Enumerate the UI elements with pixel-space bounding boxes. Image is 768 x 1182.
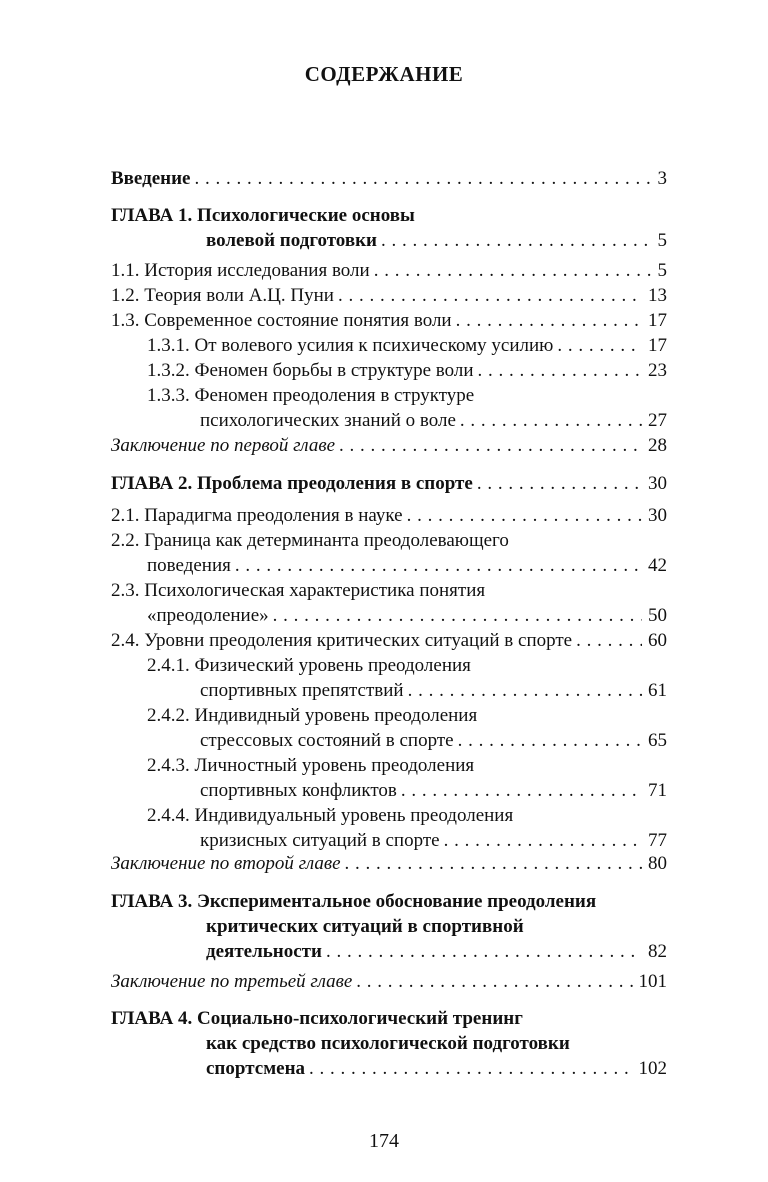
toc-page-number: 28 bbox=[648, 435, 667, 456]
toc-page-number: 65 bbox=[648, 730, 667, 751]
toc-page-number: 17 bbox=[648, 310, 667, 331]
toc-entry-2-4[interactable] bbox=[111, 628, 667, 653]
toc-entry-title: 2.3. Психологическая характеристика понятия bbox=[111, 580, 486, 601]
toc-page-number: 5 bbox=[657, 230, 667, 251]
toc-entry-title-cont: кризисных ситуаций в спорте bbox=[200, 830, 440, 851]
toc-page-number: 80 bbox=[648, 853, 667, 874]
toc-entry-title-cont: спортивных препятствий bbox=[200, 680, 404, 701]
toc-entry-title: 2.4.3. Личностный уровень преодоления bbox=[147, 755, 475, 776]
toc-entry-2-4-1[interactable] bbox=[111, 653, 667, 703]
toc-entry-title: Заключение по третьей главе bbox=[111, 971, 353, 992]
leader-dots bbox=[397, 778, 642, 803]
toc-entry-title: 1.3.2. Феномен борьбы в структуре воли bbox=[147, 360, 474, 381]
toc-entry-title: ГЛАВА 2. Проблема преодоления в спорте bbox=[111, 473, 473, 494]
leader-dots bbox=[322, 939, 642, 964]
leader-dots bbox=[269, 603, 642, 628]
toc-entry-2-4-4[interactable] bbox=[111, 803, 667, 853]
toc-entry-title: 1.3.3. Феномен преодоления в структуре bbox=[147, 385, 475, 406]
toc-entry-1-2[interactable] bbox=[111, 283, 667, 308]
toc-entry-title: ГЛАВА 4. Социально-психологический тренинг bbox=[111, 1008, 523, 1029]
toc-entry-title-cont: критических ситуаций в спортивной bbox=[206, 916, 524, 937]
leader-dots bbox=[305, 1056, 632, 1081]
leader-dots bbox=[404, 678, 642, 703]
toc-entry-title: 2.2. Граница как детерминанта преодолевающего bbox=[111, 530, 509, 551]
toc-entry-title-cont: спортивных конфликтов bbox=[200, 780, 397, 801]
leader-dots bbox=[403, 503, 642, 528]
leader-dots bbox=[440, 828, 642, 853]
toc-page-number: 61 bbox=[648, 680, 667, 701]
toc-entry-intro[interactable] bbox=[111, 166, 667, 191]
toc-entry-title: 2.4. Уровни преодоления критических ситуаций в спорте bbox=[111, 630, 573, 651]
toc-entry-title: 1.2. Теория воли А.Ц. Пуни bbox=[111, 285, 334, 306]
toc-page-number: 60 bbox=[648, 630, 667, 651]
toc-page-number: 23 bbox=[648, 360, 667, 381]
toc-page-number: 5 bbox=[657, 260, 667, 281]
toc-page-number: 102 bbox=[638, 1058, 667, 1079]
leader-dots bbox=[191, 166, 652, 191]
page-title: СОДЕРЖАНИЕ bbox=[304, 62, 464, 86]
toc-page-number: 13 bbox=[648, 285, 667, 306]
toc-entry-title: ГЛАВА 1. Психологические основы bbox=[111, 205, 415, 226]
toc-entry-chapter-2[interactable] bbox=[111, 471, 667, 496]
toc-page-number: 30 bbox=[648, 505, 667, 526]
toc-entry-title-cont: деятельности bbox=[206, 941, 322, 962]
leader-dots bbox=[474, 358, 642, 383]
toc-entry-title: Введение bbox=[111, 168, 191, 189]
leader-dots bbox=[231, 553, 642, 578]
toc-entry-2-1[interactable] bbox=[111, 503, 667, 528]
toc-entry-title-cont: психологических знаний о воле bbox=[200, 410, 456, 431]
page-number: 174 bbox=[369, 1130, 399, 1152]
toc-entry-chapter-3[interactable] bbox=[111, 889, 667, 964]
leader-dots bbox=[473, 471, 642, 496]
toc-entry-title: 1.3. Современное состояние понятия воли bbox=[111, 310, 452, 331]
toc-entry-1-1[interactable] bbox=[111, 258, 667, 283]
toc-entry-title: 2.1. Парадигма преодоления в науке bbox=[111, 505, 403, 526]
toc-entry-title-cont: стрессовых состояний в спорте bbox=[200, 730, 454, 751]
toc-entry-1-3-1[interactable] bbox=[111, 333, 667, 358]
toc-entry-title: ГЛАВА 3. Экспериментальное обоснование преодоления bbox=[111, 891, 597, 912]
toc-entry-title-cont: спортсмена bbox=[206, 1058, 306, 1079]
toc-entry-title-cont: «преодоление» bbox=[147, 605, 269, 626]
toc-entry-conclusion-2[interactable] bbox=[111, 851, 667, 876]
toc-entry-1-3-3[interactable] bbox=[111, 383, 667, 433]
toc-entry-1-3[interactable] bbox=[111, 308, 667, 333]
toc-entry-chapter-4[interactable] bbox=[111, 1006, 667, 1081]
toc-entry-title: Заключение по первой главе bbox=[111, 435, 336, 456]
toc-entry-title: 2.4.2. Индивидный уровень преодоления bbox=[147, 705, 478, 726]
leader-dots bbox=[352, 969, 632, 994]
toc-entry-2-2[interactable] bbox=[111, 528, 667, 578]
toc-entry-1-3-2[interactable] bbox=[111, 358, 667, 383]
toc-entry-title-cont: волевой подготовки bbox=[206, 230, 377, 251]
toc-page-number: 71 bbox=[648, 780, 667, 801]
toc-entry-2-4-3[interactable] bbox=[111, 753, 667, 803]
toc-page-number: 82 bbox=[648, 941, 667, 962]
leader-dots bbox=[377, 228, 652, 253]
toc-entry-title: 2.4.1. Физический уровень преодоления bbox=[147, 655, 471, 676]
toc-entry-title: 2.4.4. Индивидуальный уровень преодоления bbox=[147, 805, 514, 826]
leader-dots bbox=[370, 258, 652, 283]
toc-entry-title-cont: поведения bbox=[147, 555, 231, 576]
leader-dots bbox=[572, 628, 642, 653]
toc-entry-2-3[interactable] bbox=[111, 578, 667, 628]
leader-dots bbox=[334, 283, 642, 308]
toc-entry-title: 1.3.1. От волевого усилия к психическому усилию bbox=[147, 335, 554, 356]
toc-entry-conclusion-3[interactable] bbox=[111, 969, 667, 994]
toc-page-number: 42 bbox=[648, 555, 667, 576]
leader-dots bbox=[553, 333, 642, 358]
toc-entry-conclusion-1[interactable] bbox=[111, 433, 667, 458]
toc-entry-2-4-2[interactable] bbox=[111, 703, 667, 753]
toc-page-number: 77 bbox=[648, 830, 667, 851]
toc-page-number: 30 bbox=[648, 473, 667, 494]
toc-page-number: 3 bbox=[657, 168, 667, 189]
leader-dots bbox=[452, 308, 642, 333]
toc-page-number: 50 bbox=[648, 605, 667, 626]
toc-entry-title: Заключение по второй главе bbox=[111, 853, 341, 874]
toc-entry-chapter-1[interactable] bbox=[111, 203, 667, 253]
leader-dots bbox=[335, 433, 642, 458]
leader-dots bbox=[456, 408, 642, 433]
leader-dots bbox=[454, 728, 642, 753]
toc-page-number: 101 bbox=[638, 971, 667, 992]
toc-entry-title-cont: как средство психологической подготовки bbox=[206, 1033, 570, 1054]
toc-page-number: 27 bbox=[648, 410, 667, 431]
leader-dots bbox=[341, 851, 642, 876]
toc-page-number: 17 bbox=[648, 335, 667, 356]
toc-entry-title: 1.1. История исследования воли bbox=[111, 260, 370, 281]
